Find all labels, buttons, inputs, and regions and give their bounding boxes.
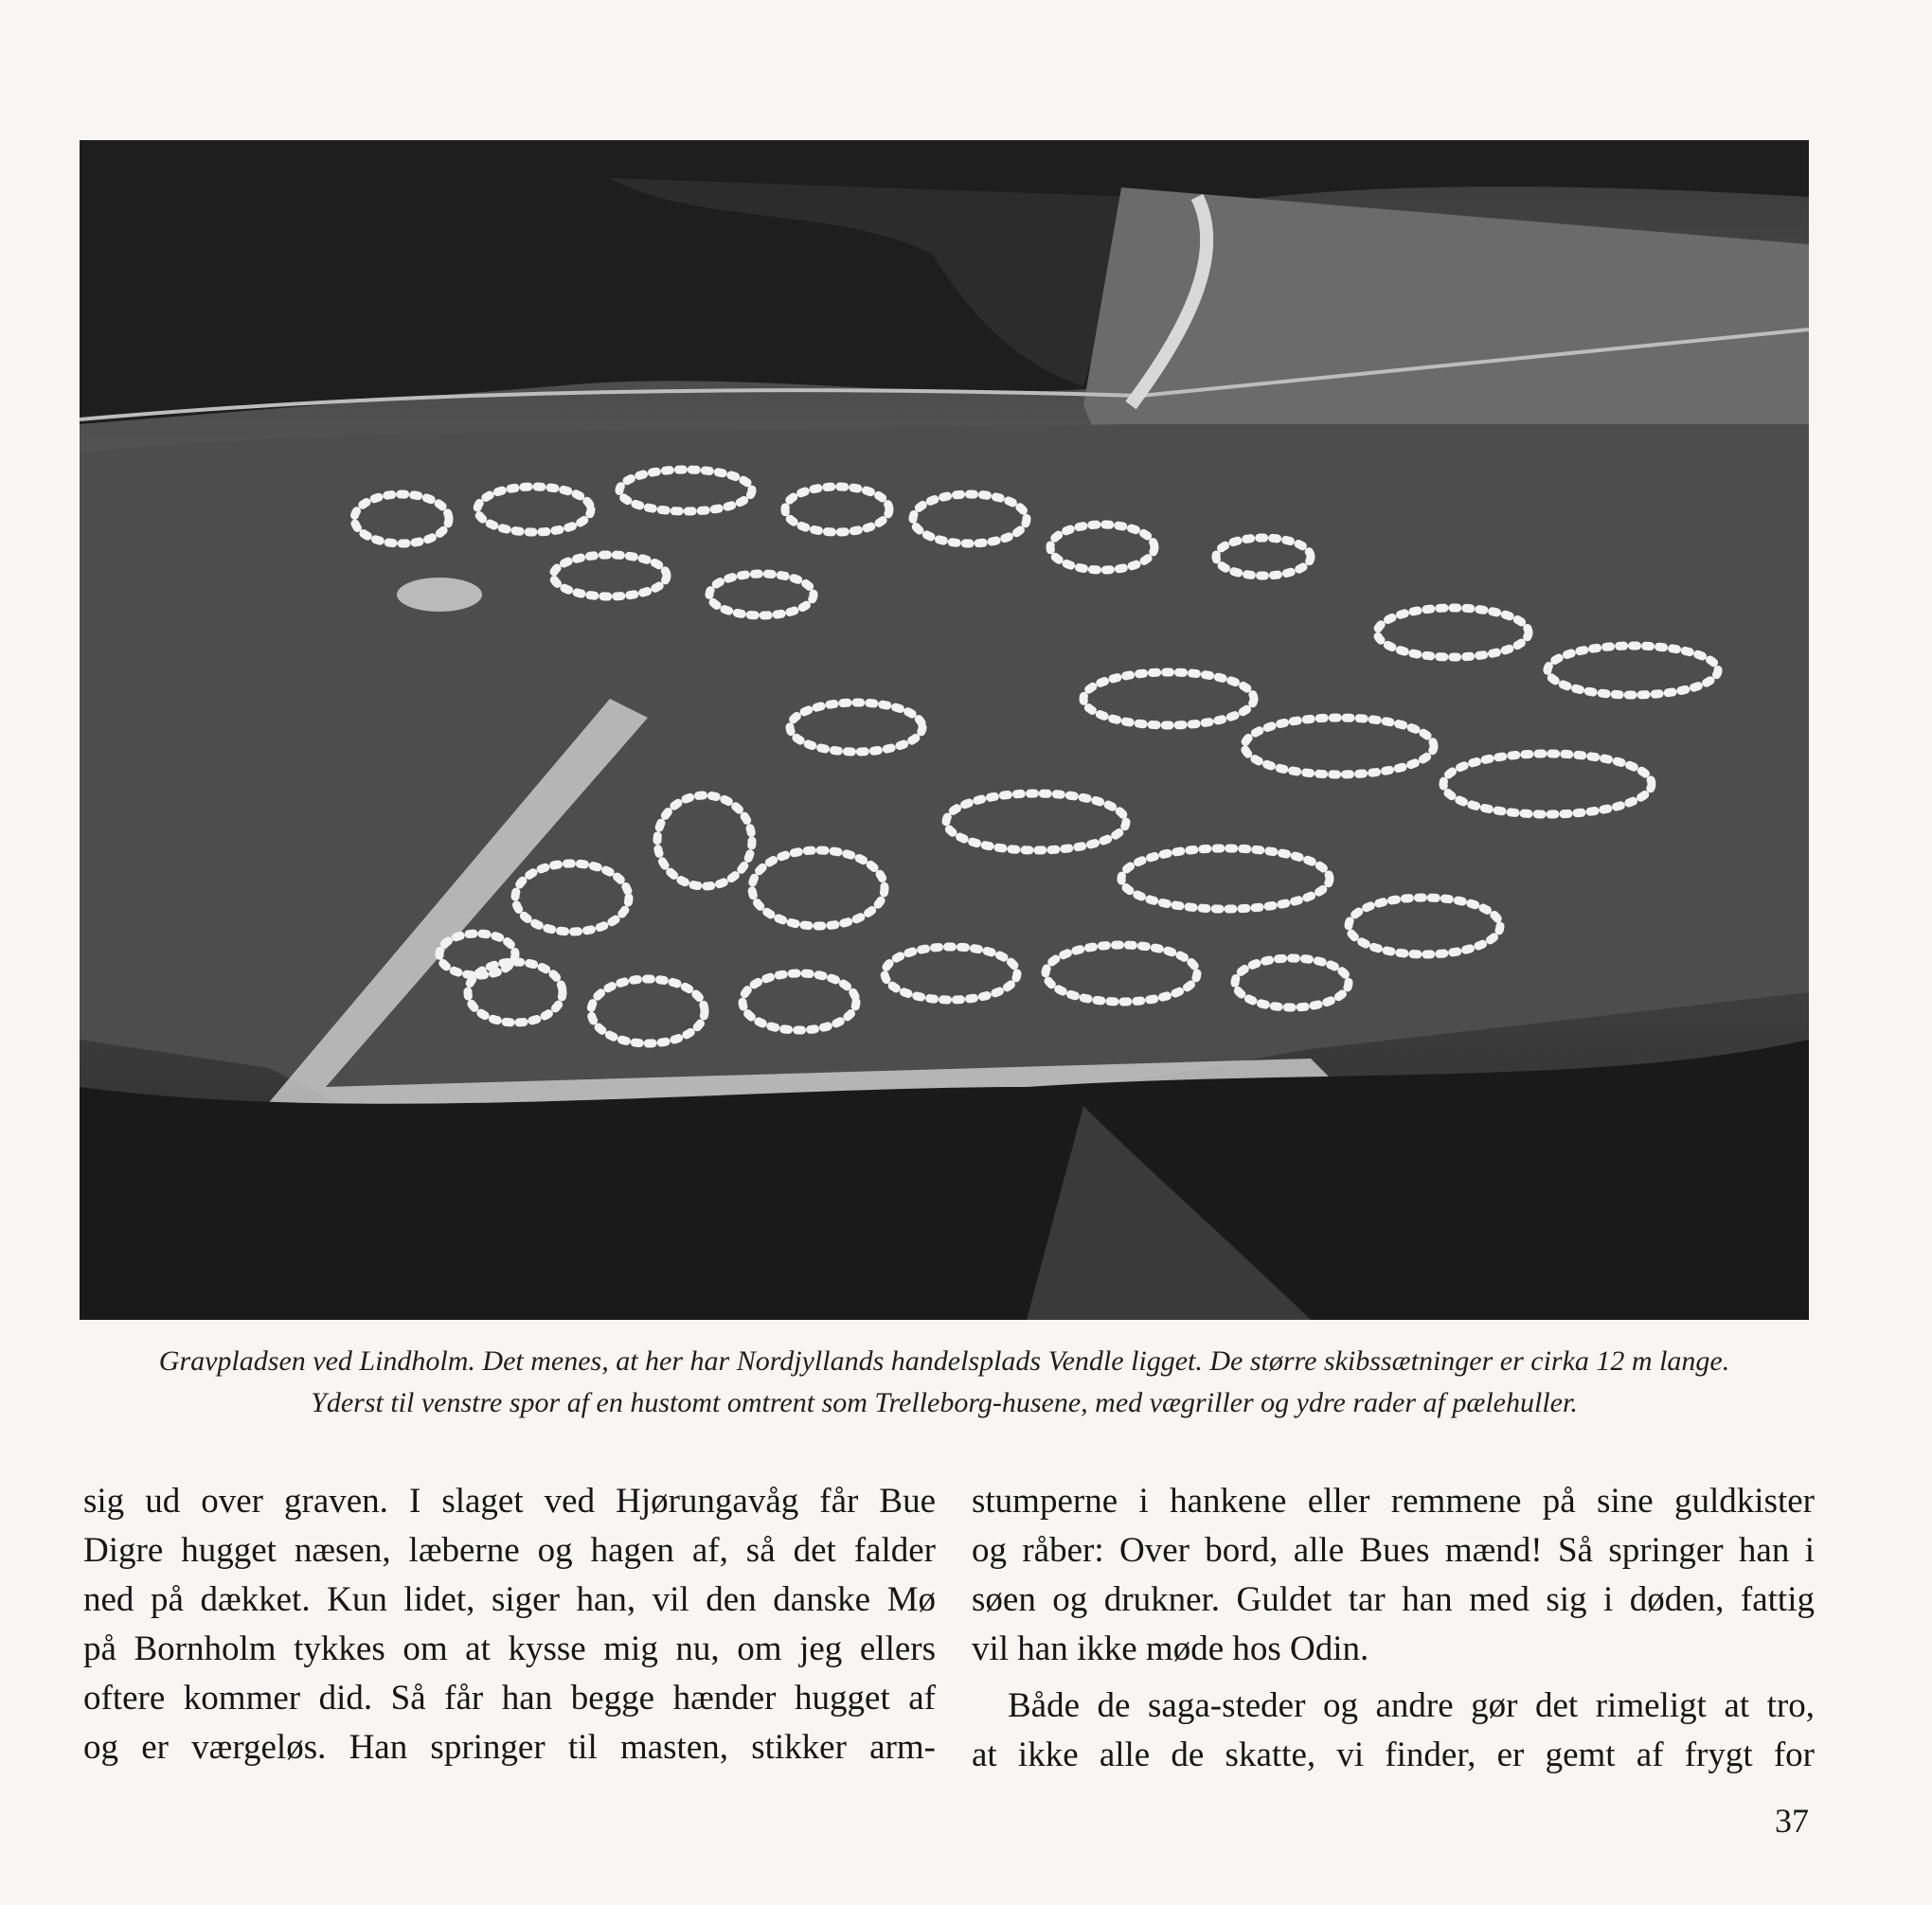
body-line: sig ud over graven. I slaget ved Hjørungavåg får Bue [83, 1482, 936, 1521]
body-line: oftere kommer did. Så får han begge hænder hugget af [83, 1679, 936, 1718]
body-line: Både de saga-steder og andre gør det rimeligt at tro, [1008, 1686, 1815, 1725]
body-line: Digre hugget næsen, læberne og hagen af, så det falder [83, 1531, 936, 1570]
body-line: og råber: Over bord, alle Bues mænd! Så springer han i [972, 1531, 1815, 1570]
page-number: 37 [1775, 1802, 1809, 1840]
body-line: på Bornholm tykkes om at kysse mig nu, om jeg ellers [83, 1629, 936, 1668]
photo-caption [80, 1341, 1809, 1424]
text-column-left [83, 1477, 936, 1772]
body-line: stumperne i hankene eller remmene på sine guldkister [972, 1482, 1815, 1521]
body-line: søen og drukner. Guldet tar han med sig i døden, fattig [972, 1580, 1815, 1619]
photo-illustration [80, 140, 1809, 1320]
text-column-right [972, 1477, 1815, 1780]
caption-line-2: Yderst til venstre spor af en hustomt omtrent som Trelleborg-husene, med vægriller og ydre rader af pælehuller. [311, 1387, 1578, 1418]
body-line: og er værgeløs. Han springer til masten, stikker arm- [83, 1728, 936, 1767]
body-line: ned på dækket. Kun lidet, siger han, vil den danske Mø [83, 1580, 936, 1619]
aerial-photograph [80, 140, 1809, 1320]
caption-line-1: Gravpladsen ved Lindholm. Det menes, at her har Nordjyllands handelsplads Vendle ligget. De større skibssætninger er cirka 12 m lange. [158, 1345, 1730, 1377]
body-line: vil han ikke møde hos Odin. [972, 1629, 1369, 1668]
body-line: at ikke alle de skatte, vi finder, er gemt af frygt for [972, 1736, 1815, 1774]
